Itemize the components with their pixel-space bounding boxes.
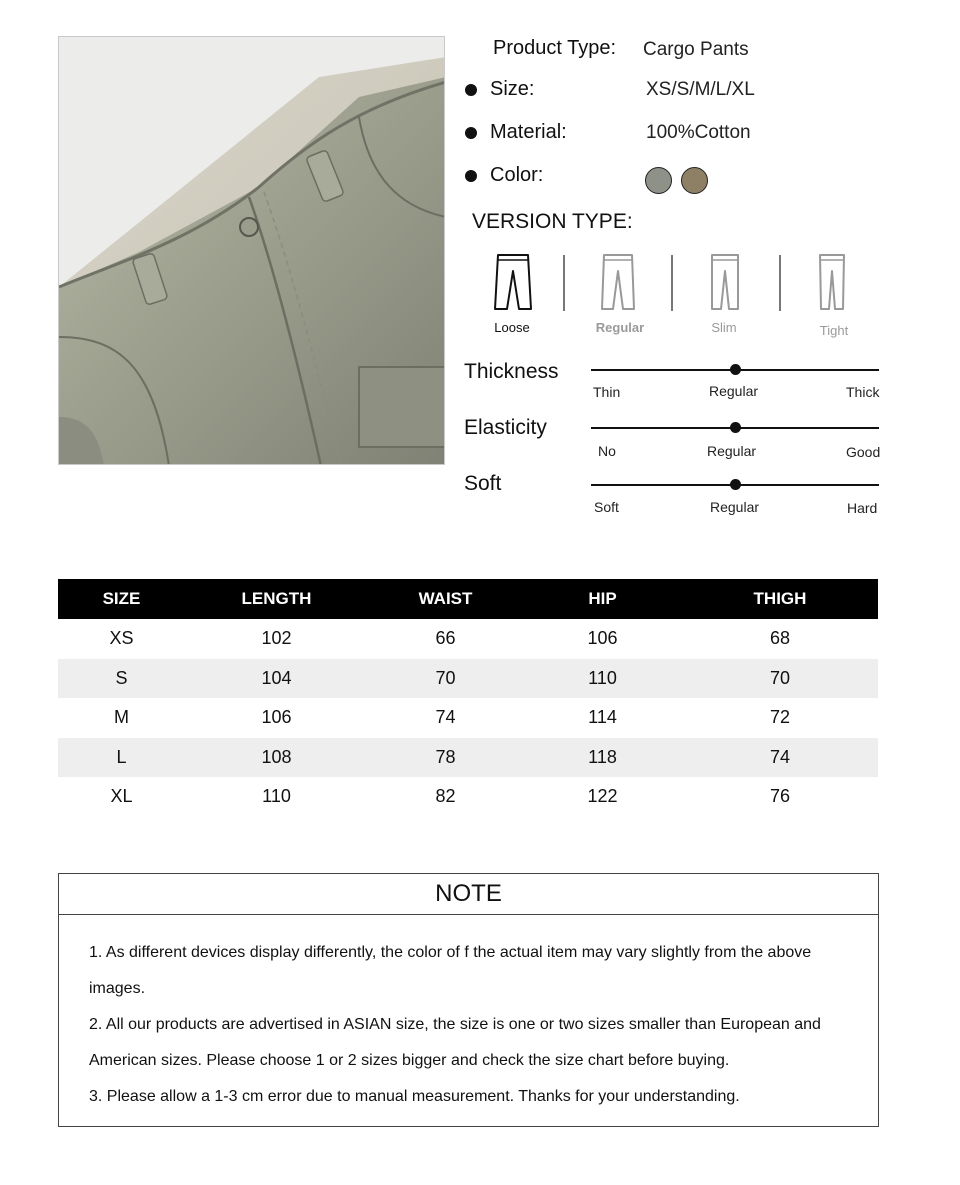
- cell-hip: 110: [523, 659, 682, 699]
- cell-waist: 74: [435, 707, 456, 728]
- note-line-2: 2. All our products are advertised in ASIAN size, the size is one or two sizes smaller than European and American sizes. Please choose 1 or 2 sizes bigger and check the size chart before buying.: [89, 1016, 821, 1069]
- cell-waist: 82: [435, 786, 456, 807]
- cell-length: 102: [261, 628, 292, 649]
- cell-size: M: [114, 707, 129, 728]
- version-label-tight: Tight: [819, 323, 849, 338]
- size-value: XS/S/M/L/XL: [646, 79, 755, 100]
- cell-hip: 114: [588, 707, 617, 728]
- soft-mid-label: Regular: [710, 499, 760, 515]
- note-title: NOTE: [59, 874, 878, 915]
- color-swatch-khaki[interactable]: [681, 167, 708, 194]
- product-type-value: Cargo Pants: [643, 39, 749, 60]
- cell-size: S: [58, 659, 185, 699]
- cell-thigh: 74: [682, 738, 878, 778]
- header-size: SIZE: [58, 579, 185, 619]
- material-label: Material:: [490, 121, 567, 143]
- version-divider: [671, 255, 673, 311]
- version-regular: [583, 253, 653, 311]
- thickness-high-label: Thick: [846, 384, 880, 400]
- soft-high-label: Hard: [847, 500, 878, 516]
- cell-length: 108: [185, 738, 368, 778]
- elasticity-low-label: No: [598, 443, 616, 459]
- cell-thigh: 70: [682, 659, 878, 699]
- version-loose: [478, 253, 548, 311]
- table-header-row: [58, 579, 878, 619]
- note-line-3: 3. Please allow a 1-3 cm error due to manual measurement. Thanks for your understanding.: [89, 1088, 740, 1105]
- pants-icon: [493, 253, 533, 311]
- pants-icon: [598, 253, 638, 311]
- cell-length: 110: [262, 786, 291, 807]
- product-photo: [58, 36, 445, 465]
- version-divider: [563, 255, 565, 311]
- version-label-slim: Slim: [711, 320, 737, 335]
- header-hip: HIP: [523, 579, 682, 619]
- cell-hip: 106: [587, 628, 618, 649]
- note-box: [58, 873, 879, 1127]
- product-type-label: Product Type:: [493, 37, 617, 59]
- cell-hip: 118: [523, 738, 682, 778]
- color-label: Color:: [490, 164, 544, 186]
- version-label-loose: Loose: [494, 320, 530, 335]
- soft-title: Soft: [464, 472, 502, 495]
- version-label-regular: Regular: [595, 320, 645, 335]
- thickness-mid-label: Regular: [709, 383, 759, 399]
- version-divider: [779, 255, 781, 311]
- cell-size: L: [58, 738, 185, 778]
- cell-thigh: 76: [769, 786, 791, 807]
- pants-icon: [705, 253, 745, 311]
- note-body: [59, 915, 878, 1115]
- elasticity-level-marker: [730, 422, 741, 433]
- header-length: LENGTH: [185, 579, 368, 619]
- cell-waist: 70: [368, 659, 523, 699]
- elasticity-title: Elasticity: [464, 416, 547, 439]
- cell-length: 106: [261, 707, 292, 728]
- material-value: 100%Cotton: [646, 122, 751, 143]
- bullet-icon: [465, 170, 477, 182]
- thickness-title: Thickness: [464, 360, 559, 383]
- soft-low-label: Soft: [594, 499, 619, 515]
- bullet-icon: [465, 127, 477, 139]
- cell-size: XL: [110, 786, 133, 807]
- version-tight: [797, 253, 867, 311]
- elasticity-mid-label: Regular: [707, 443, 757, 459]
- cell-size: XS: [109, 628, 134, 649]
- size-label: Size:: [490, 78, 535, 100]
- size-chart-table: [58, 579, 878, 817]
- note-line-1: 1. As different devices display differently, the color of f the actual item may vary slightly from the above images.: [89, 944, 812, 997]
- table-row: [58, 777, 878, 817]
- cell-waist: 66: [435, 628, 456, 649]
- table-row: [58, 738, 878, 778]
- color-swatch-gray[interactable]: [645, 167, 672, 194]
- bullet-icon: [465, 84, 477, 96]
- soft-level-marker: [730, 479, 741, 490]
- header-thigh: THIGH: [682, 579, 878, 619]
- cell-hip: 122: [587, 786, 618, 807]
- thickness-low-label: Thin: [593, 384, 621, 400]
- pants-photo-illustration: [59, 37, 445, 465]
- table-row: [58, 659, 878, 699]
- elasticity-high-label: Good: [846, 444, 881, 460]
- cell-length: 104: [185, 659, 368, 699]
- version-type-title: VERSION TYPE:: [472, 210, 633, 233]
- thickness-level-marker: [730, 364, 741, 375]
- cell-thigh: 68: [769, 628, 791, 649]
- cell-thigh: 72: [769, 707, 791, 728]
- cell-waist: 78: [368, 738, 523, 778]
- version-slim: [690, 253, 760, 311]
- table-row: [58, 619, 878, 659]
- header-waist: WAIST: [368, 579, 523, 619]
- pants-icon: [812, 253, 852, 311]
- table-row: [58, 698, 878, 738]
